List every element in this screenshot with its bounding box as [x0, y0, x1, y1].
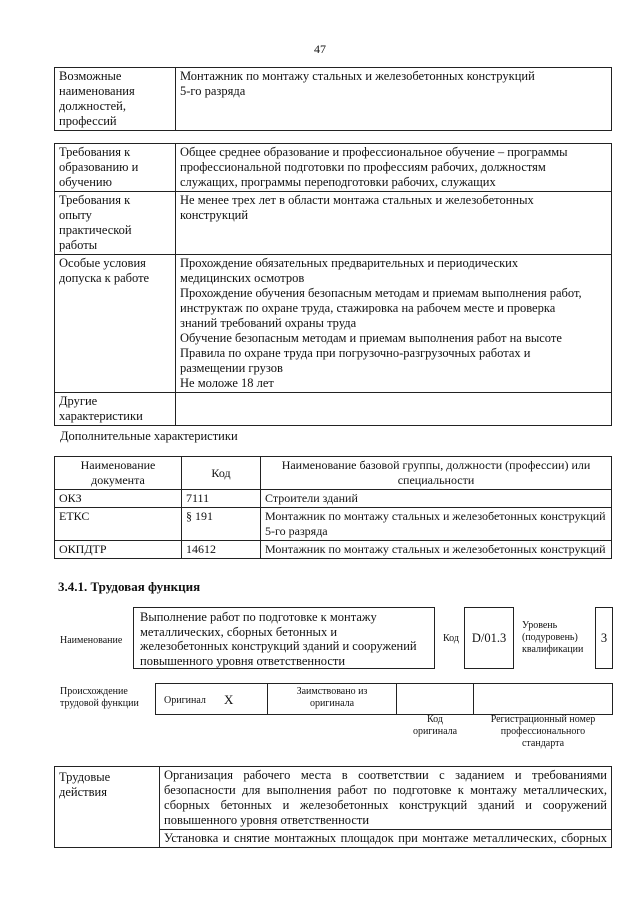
borrowed-box	[267, 683, 397, 715]
borrowed-line: Заимствовано из	[296, 686, 368, 697]
level-line: Уровень	[522, 620, 558, 631]
label-line: практической	[59, 223, 132, 237]
value-line: Обучение безопасным методам и приемам выполнения работ на высоте	[180, 331, 562, 345]
value-line: служащих, программы переподготовки рабочих, служащих	[180, 175, 496, 189]
admission-value	[176, 255, 612, 393]
value-line: Правила по охране труда при погрузочно-разгрузочных работах и	[180, 346, 531, 360]
label-line: Особые условия	[59, 256, 146, 270]
value-line: профессиональной подготовки по профессиям рабочих, должностям	[180, 160, 546, 174]
value-line: Прохождение обязательных предварительных и периодических	[180, 256, 519, 270]
action-line: Организация рабочего места в соответствии с заданием и требованиями	[164, 768, 607, 782]
requirements-table	[54, 143, 612, 426]
name-line: металлических, сборных бетонных и	[140, 624, 338, 639]
cell-doc: ЕТКС	[55, 508, 182, 541]
label-line: профессий	[59, 114, 117, 128]
reg-number-caption	[473, 714, 613, 750]
reg-number-box	[473, 683, 613, 715]
value-line: Не менее трех лет в области монтажа стальных и железобетонных	[180, 193, 534, 207]
admission-label	[55, 255, 176, 393]
value-line: Прохождение обучения безопасным методам и приемам выполнения работ,	[180, 286, 582, 300]
name-line: железобетонных конструкций зданий и сооружений	[140, 639, 417, 653]
value-line: 5-го разряда	[180, 84, 246, 98]
education-value	[176, 144, 612, 192]
cell-code: 14612	[182, 541, 261, 559]
origin-line: Происхождение	[60, 686, 128, 697]
code-value-box: D/01.3	[464, 607, 514, 669]
label-line: Другие	[59, 394, 98, 408]
action-line: повышенного уровня ответственности	[164, 813, 370, 827]
level-label	[522, 620, 583, 656]
actions-label	[55, 767, 160, 848]
code-original-caption	[396, 714, 474, 738]
label-line: Возможные	[59, 69, 122, 83]
positions-value	[176, 68, 612, 131]
origin-label	[60, 686, 139, 710]
table-row	[55, 490, 612, 508]
label-line: должностей,	[59, 99, 126, 113]
value-line: конструкций	[180, 208, 249, 222]
page-number: 47	[314, 42, 326, 56]
label-line: действия	[59, 785, 107, 799]
positions-label	[55, 68, 176, 131]
value-line: Общее среднее образование и профессиональное обучение – программы	[180, 145, 568, 159]
cell-doc: ОКЗ	[55, 490, 182, 508]
label-line: допуска к работе	[59, 271, 150, 285]
header-doc: Наименование документа	[55, 457, 182, 490]
additional-title: Дополнительные характеристики	[60, 429, 238, 443]
header-code: Код	[182, 457, 261, 490]
cell-name: Строители зданий	[261, 490, 612, 508]
value-line: медицинских осмотров	[180, 271, 305, 285]
origin-line: трудовой функции	[60, 698, 139, 709]
original-label: Оригинал	[164, 695, 206, 706]
experience-label	[55, 192, 176, 255]
label-line: работы	[59, 238, 98, 252]
cell-code: § 191	[182, 508, 261, 541]
level-value-box: 3	[595, 607, 613, 669]
level-line: (подуровень)	[522, 632, 578, 643]
additional-table	[54, 456, 612, 559]
cell-name: Монтажник по монтажу стальных и железобетонных конструкций 5-го разряда	[261, 508, 612, 541]
label-line: обучению	[59, 175, 112, 189]
caption-line: профессионального	[500, 726, 586, 737]
value-line: Не моложе 18 лет	[180, 376, 274, 390]
function-name-label: Наименование	[60, 635, 123, 646]
cell-doc: ОКПДТР	[55, 541, 182, 559]
label-line: характеристики	[59, 409, 143, 423]
value-line: размещении грузов	[180, 361, 283, 375]
label-line: опыту	[59, 208, 92, 222]
label-line: Трудовые	[59, 770, 111, 784]
borrowed-line: оригинала	[309, 698, 355, 709]
original-mark: X	[224, 692, 234, 707]
positions-table	[54, 67, 612, 131]
name-line: повышенного уровня ответственности	[140, 653, 346, 668]
other-label	[55, 393, 176, 426]
level-line: квалификации	[522, 644, 584, 655]
value-line: инструктаж по охране труда, стажировка на рабочем месте и проверка	[180, 301, 556, 315]
table-row	[55, 508, 612, 541]
caption-line: стандарта	[521, 738, 565, 749]
action-line: Установка и снятие монтажных площадок при монтаже металлических, сборных	[164, 831, 607, 845]
label-line: Требования к	[59, 193, 131, 207]
name-line: Выполнение работ по подготовке к монтажу	[140, 610, 377, 624]
cell-code: 7111	[182, 490, 261, 508]
caption-line: оригинала	[412, 726, 458, 737]
code-label: Код	[443, 633, 459, 644]
label-line: наименования	[59, 84, 135, 98]
action-line: сборных бетонных и железобетонных конструкций зданий и сооружений	[164, 798, 607, 812]
value-line: знаний требований охраны труда	[180, 316, 357, 330]
code-original-box	[396, 683, 474, 715]
cell-name: Монтажник по монтажу стальных и железобетонных конструкций	[261, 541, 612, 559]
value-line: Монтажник по монтажу стальных и железобетонных конструкций	[180, 69, 535, 83]
experience-value	[176, 192, 612, 255]
education-label	[55, 144, 176, 192]
caption-line: Регистрационный номер	[490, 714, 596, 725]
caption-line: Код	[427, 714, 443, 725]
original-box	[155, 683, 268, 715]
actions-table	[54, 766, 612, 848]
table-row	[55, 541, 612, 559]
other-value	[176, 393, 612, 426]
action-line: безопасности для выполнения работ по подготовке к монтажу металлических,	[164, 783, 607, 797]
label-line: образованию и	[59, 160, 139, 174]
header-name: Наименование базовой группы, должности (профессии) или специальности	[261, 457, 612, 490]
function-title: 3.4.1. Трудовая функция	[58, 579, 201, 594]
action-item	[160, 830, 612, 848]
action-item	[160, 767, 612, 830]
label-line: Требования к	[59, 145, 131, 159]
function-name-box	[133, 607, 435, 669]
